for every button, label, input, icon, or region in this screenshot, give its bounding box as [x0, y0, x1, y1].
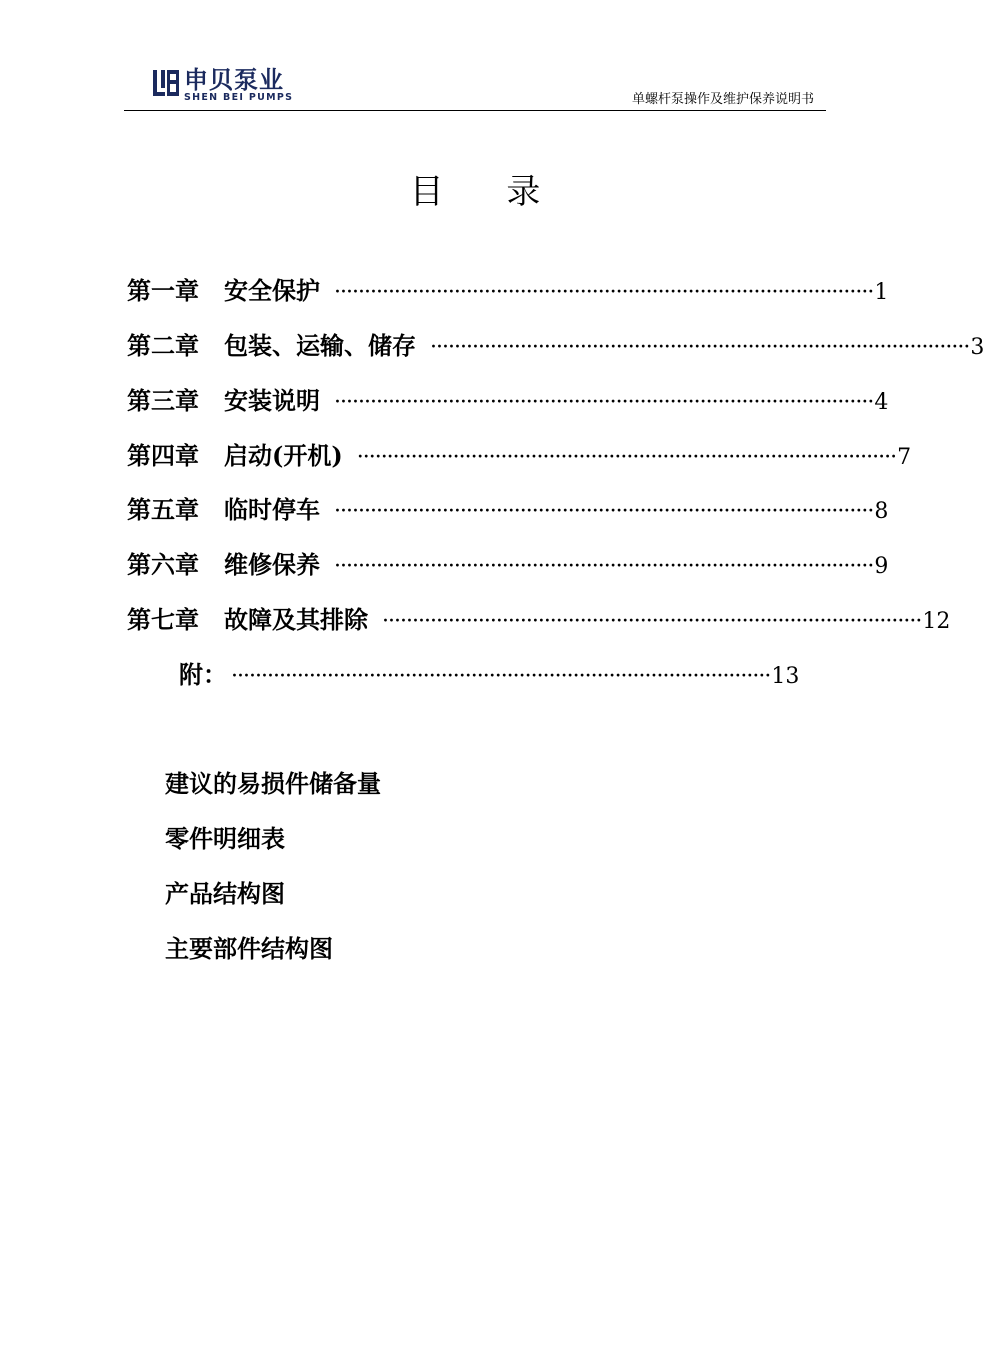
toc-leader-dots: ··························································································: [334, 280, 874, 305]
toc-leader-dots: ··························································································: [382, 609, 922, 634]
toc-page-number: 12: [922, 609, 951, 634]
toc-leader-dots: ··························································································: [356, 445, 897, 470]
toc-page-number: 1: [874, 280, 889, 305]
toc-entry-chapter-1[interactable]: [127, 271, 889, 305]
appendix-item: 零件明细表: [165, 824, 285, 853]
toc-entry-chapter-4[interactable]: [127, 436, 912, 470]
toc-page-number: 7: [897, 445, 912, 470]
brand-name-en: SHEN BEI PUMPS: [184, 92, 294, 103]
toc-chapter-title: 启动(开机): [224, 441, 343, 470]
brand-name-cn: 申贝泵业: [184, 66, 284, 94]
toc-chapter-number: 第五章: [127, 495, 199, 524]
company-logo: [152, 68, 293, 104]
toc-chapter-number: 第七章: [127, 605, 199, 634]
toc-leader-dots: ··························································································: [334, 499, 874, 524]
toc-chapter-number: 第二章: [127, 331, 199, 360]
toc-leader-dots: ··························································································: [231, 664, 771, 689]
toc-page-number: 4: [874, 390, 889, 415]
toc-page-number: 13: [771, 664, 800, 689]
toc-page-number: 8: [874, 499, 889, 524]
toc-chapter-number: 第六章: [127, 550, 199, 579]
toc-chapter-title: 安全保护: [224, 276, 320, 305]
toc-entry-appendix[interactable]: [179, 655, 800, 689]
toc-page-number: 3: [970, 335, 984, 360]
toc-entry-chapter-5[interactable]: [127, 490, 889, 524]
toc-entry-chapter-2[interactable]: [127, 326, 984, 360]
shen-bei-logo-icon: [152, 68, 180, 98]
toc-chapter-title: 临时停车: [224, 495, 320, 524]
toc-chapter-title: 安装说明: [224, 386, 320, 415]
page-title: 目 录: [409, 172, 567, 212]
appendix-item: 主要部件结构图: [165, 934, 333, 963]
toc-leader-dots: ··························································································: [430, 335, 970, 360]
document-title: 单螺杆泵操作及维护保养说明书: [631, 92, 814, 107]
toc-entry-chapter-3[interactable]: [127, 381, 889, 415]
appendix-item: 产品结构图: [165, 879, 285, 908]
toc-appendix-label: 附：: [179, 660, 227, 689]
toc-chapter-title: 维修保养: [224, 550, 320, 579]
toc-chapter-number: 第三章: [127, 386, 199, 415]
toc-entry-chapter-7[interactable]: [127, 600, 951, 634]
toc-page-number: 9: [874, 554, 889, 579]
toc-chapter-title: 包装、运输、储存: [224, 331, 416, 360]
toc-chapter-number: 第一章: [127, 276, 199, 305]
toc-chapter-number: 第四章: [127, 441, 199, 470]
toc-entry-chapter-6[interactable]: [127, 545, 889, 579]
toc-chapter-title: 故障及其排除: [224, 605, 368, 634]
page-header: [124, 60, 826, 111]
appendix-item: 建议的易损件储备量: [165, 769, 381, 798]
toc-leader-dots: ··························································································: [334, 554, 874, 579]
toc-leader-dots: ··························································································: [334, 390, 874, 415]
